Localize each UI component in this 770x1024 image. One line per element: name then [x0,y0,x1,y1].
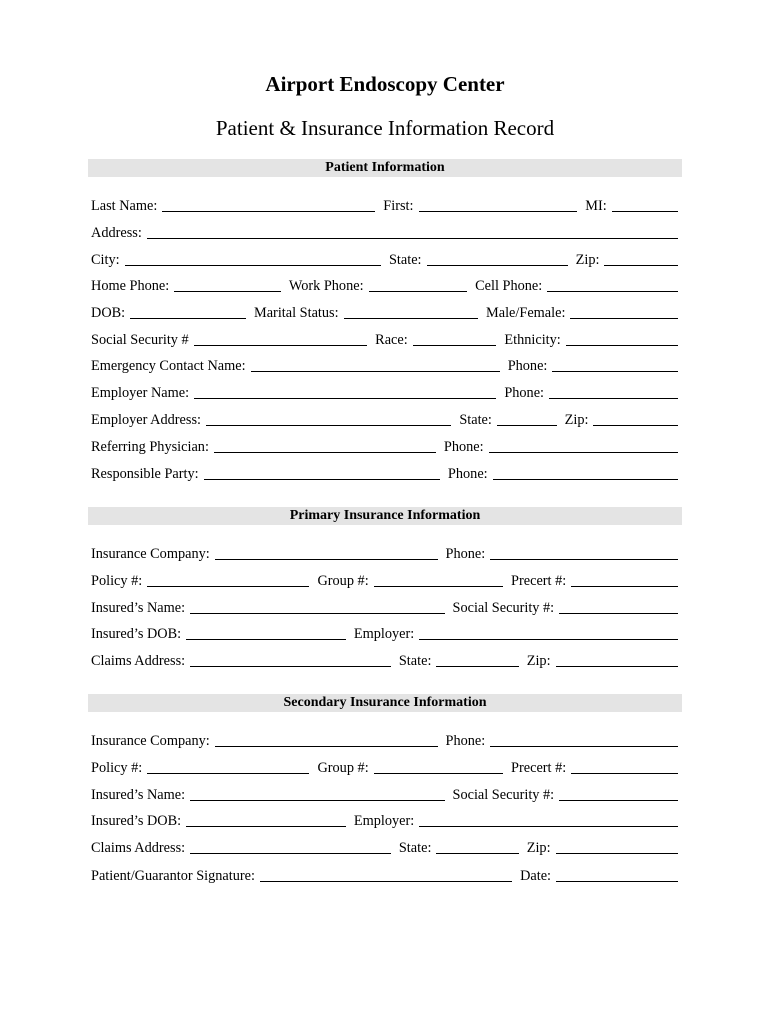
secondary-zip-field[interactable] [556,838,678,854]
address-label: Address: [91,225,142,241]
secondary-insured-dob-row [91,809,678,829]
ethnicity-label: Ethnicity: [504,332,561,348]
employer-zip-field[interactable] [593,410,678,426]
employer-phone-label: Phone: [504,385,545,401]
primary-policy-row [91,569,678,589]
zip-field[interactable] [604,250,678,266]
primary-precert-label: Precert #: [511,573,567,589]
cell-phone-field[interactable] [547,276,678,292]
secondary-insurance-heading: Secondary Insurance Information [88,694,682,712]
secondary-group-field[interactable] [374,758,503,774]
secondary-company-row [91,729,678,749]
emergency-contact-field[interactable] [251,356,500,372]
primary-claims-row [91,649,678,669]
last-name-label: Last Name: [91,198,158,214]
secondary-employer-field[interactable] [419,811,678,827]
state-label: State: [388,252,422,268]
primary-employer-field[interactable] [419,624,678,640]
secondary-employer-label: Employer: [353,813,415,829]
primary-insured-name-row [91,596,678,616]
dob-row [91,301,678,321]
dob-label: DOB: [91,305,126,321]
primary-insured-dob-field[interactable] [186,624,346,640]
secondary-claims-address-field[interactable] [190,838,391,854]
ethnicity-field[interactable] [566,330,678,346]
zip-label: Zip: [575,252,600,268]
secondary-ssn-field[interactable] [559,785,678,801]
employer-phone-field[interactable] [549,383,678,399]
employer-address-label: Employer Address: [91,412,201,428]
emergency-contact-label: Emergency Contact Name: [91,358,246,374]
secondary-phone-label: Phone: [445,733,486,749]
marital-status-field[interactable] [344,303,478,319]
employer-name-row [91,381,678,401]
secondary-precert-field[interactable] [571,758,678,774]
primary-group-label: Group #: [317,573,369,589]
primary-group-field[interactable] [374,571,503,587]
address-row [91,221,678,241]
primary-precert-field[interactable] [571,571,678,587]
responsible-phone-field[interactable] [493,464,678,480]
referring-physician-row [91,435,678,455]
cell-phone-label: Cell Phone: [475,278,543,294]
employer-zip-label: Zip: [564,412,589,428]
ssn-field[interactable] [194,330,367,346]
patient-section-heading: Patient Information [88,159,682,177]
primary-claims-address-label: Claims Address: [91,653,186,669]
dob-field[interactable] [130,303,246,319]
secondary-company-field[interactable] [215,731,438,747]
work-phone-field[interactable] [369,276,468,292]
referring-phone-label: Phone: [443,439,484,455]
middle-initial-label: MI: [585,198,607,214]
employer-address-field[interactable] [206,410,451,426]
responsible-party-field[interactable] [204,464,440,480]
secondary-group-label: Group #: [317,760,369,776]
secondary-company-label: Insurance Company: [91,733,210,749]
primary-employer-label: Employer: [353,626,415,642]
city-field[interactable] [125,250,381,266]
employer-name-label: Employer Name: [91,385,190,401]
primary-phone-field[interactable] [490,544,678,560]
secondary-precert-label: Precert #: [511,760,567,776]
first-name-label: First: [383,198,414,214]
ssn-label: Social Security # [91,332,189,348]
sex-label: Male/Female: [486,305,566,321]
phones-row [91,274,678,294]
primary-company-row [91,542,678,562]
secondary-state-field[interactable] [436,838,518,854]
secondary-phone-field[interactable] [490,731,678,747]
secondary-insured-dob-label: Insured’s DOB: [91,813,182,829]
primary-company-field[interactable] [215,544,438,560]
employer-state-field[interactable] [497,410,557,426]
sex-field[interactable] [570,303,678,319]
referring-phone-field[interactable] [489,437,678,453]
primary-policy-field[interactable] [147,571,309,587]
primary-insured-name-label: Insured’s Name: [91,600,186,616]
ssn-row [91,328,678,348]
secondary-policy-row [91,756,678,776]
home-phone-field[interactable] [174,276,281,292]
secondary-claims-row [91,836,678,856]
primary-company-label: Insurance Company: [91,546,210,562]
emergency-contact-row [91,354,678,374]
primary-state-field[interactable] [436,651,518,667]
date-label: Date: [520,868,552,884]
secondary-insured-dob-field[interactable] [186,811,346,827]
primary-ssn-field[interactable] [559,598,678,614]
primary-zip-field[interactable] [556,651,678,667]
responsible-party-row [91,462,678,482]
secondary-policy-field[interactable] [147,758,309,774]
primary-state-label: State: [398,653,432,669]
signature-row [91,864,678,884]
primary-insured-name-field[interactable] [190,598,444,614]
emergency-phone-label: Phone: [507,358,548,374]
responsible-phone-label: Phone: [447,466,488,482]
marital-status-label: Marital Status: [254,305,339,321]
primary-policy-label: Policy #: [91,573,143,589]
state-field[interactable] [427,250,568,266]
work-phone-label: Work Phone: [288,278,364,294]
city-label: City: [91,252,120,268]
first-name-field[interactable] [419,196,578,212]
primary-phone-label: Phone: [445,546,486,562]
signature-field[interactable] [260,866,512,882]
secondary-insured-name-label: Insured’s Name: [91,787,186,803]
organization-name: Airport Endoscopy Center [265,72,505,96]
referring-physician-field[interactable] [214,437,436,453]
primary-claims-address-field[interactable] [190,651,391,667]
referring-physician-label: Referring Physician: [91,439,209,455]
race-label: Race: [375,332,408,348]
last-name-field[interactable] [162,196,375,212]
emergency-phone-field[interactable] [552,356,678,372]
secondary-insured-name-field[interactable] [190,785,444,801]
address-field[interactable] [147,223,678,239]
employer-name-field[interactable] [194,383,496,399]
name-row [91,194,678,214]
employer-state-label: State: [459,412,492,428]
document-title: Patient & Insurance Information Record [215,116,555,140]
race-field[interactable] [413,330,497,346]
home-phone-label: Home Phone: [91,278,170,294]
primary-insurance-heading: Primary Insurance Information [88,507,682,525]
secondary-ssn-label: Social Security #: [452,787,555,803]
date-field[interactable] [556,866,678,882]
city-row [91,248,678,268]
secondary-policy-label: Policy #: [91,760,143,776]
employer-address-row [91,408,678,428]
primary-insured-dob-row [91,622,678,642]
secondary-claims-address-label: Claims Address: [91,840,186,856]
responsible-party-label: Responsible Party: [91,466,199,482]
primary-ssn-label: Social Security #: [452,600,555,616]
secondary-insured-name-row [91,783,678,803]
primary-zip-label: Zip: [526,653,551,669]
primary-insured-dob-label: Insured’s DOB: [91,626,182,642]
middle-initial-field[interactable] [612,196,678,212]
secondary-zip-label: Zip: [526,840,551,856]
secondary-state-label: State: [398,840,432,856]
signature-label: Patient/Guarantor Signature: [91,868,255,884]
